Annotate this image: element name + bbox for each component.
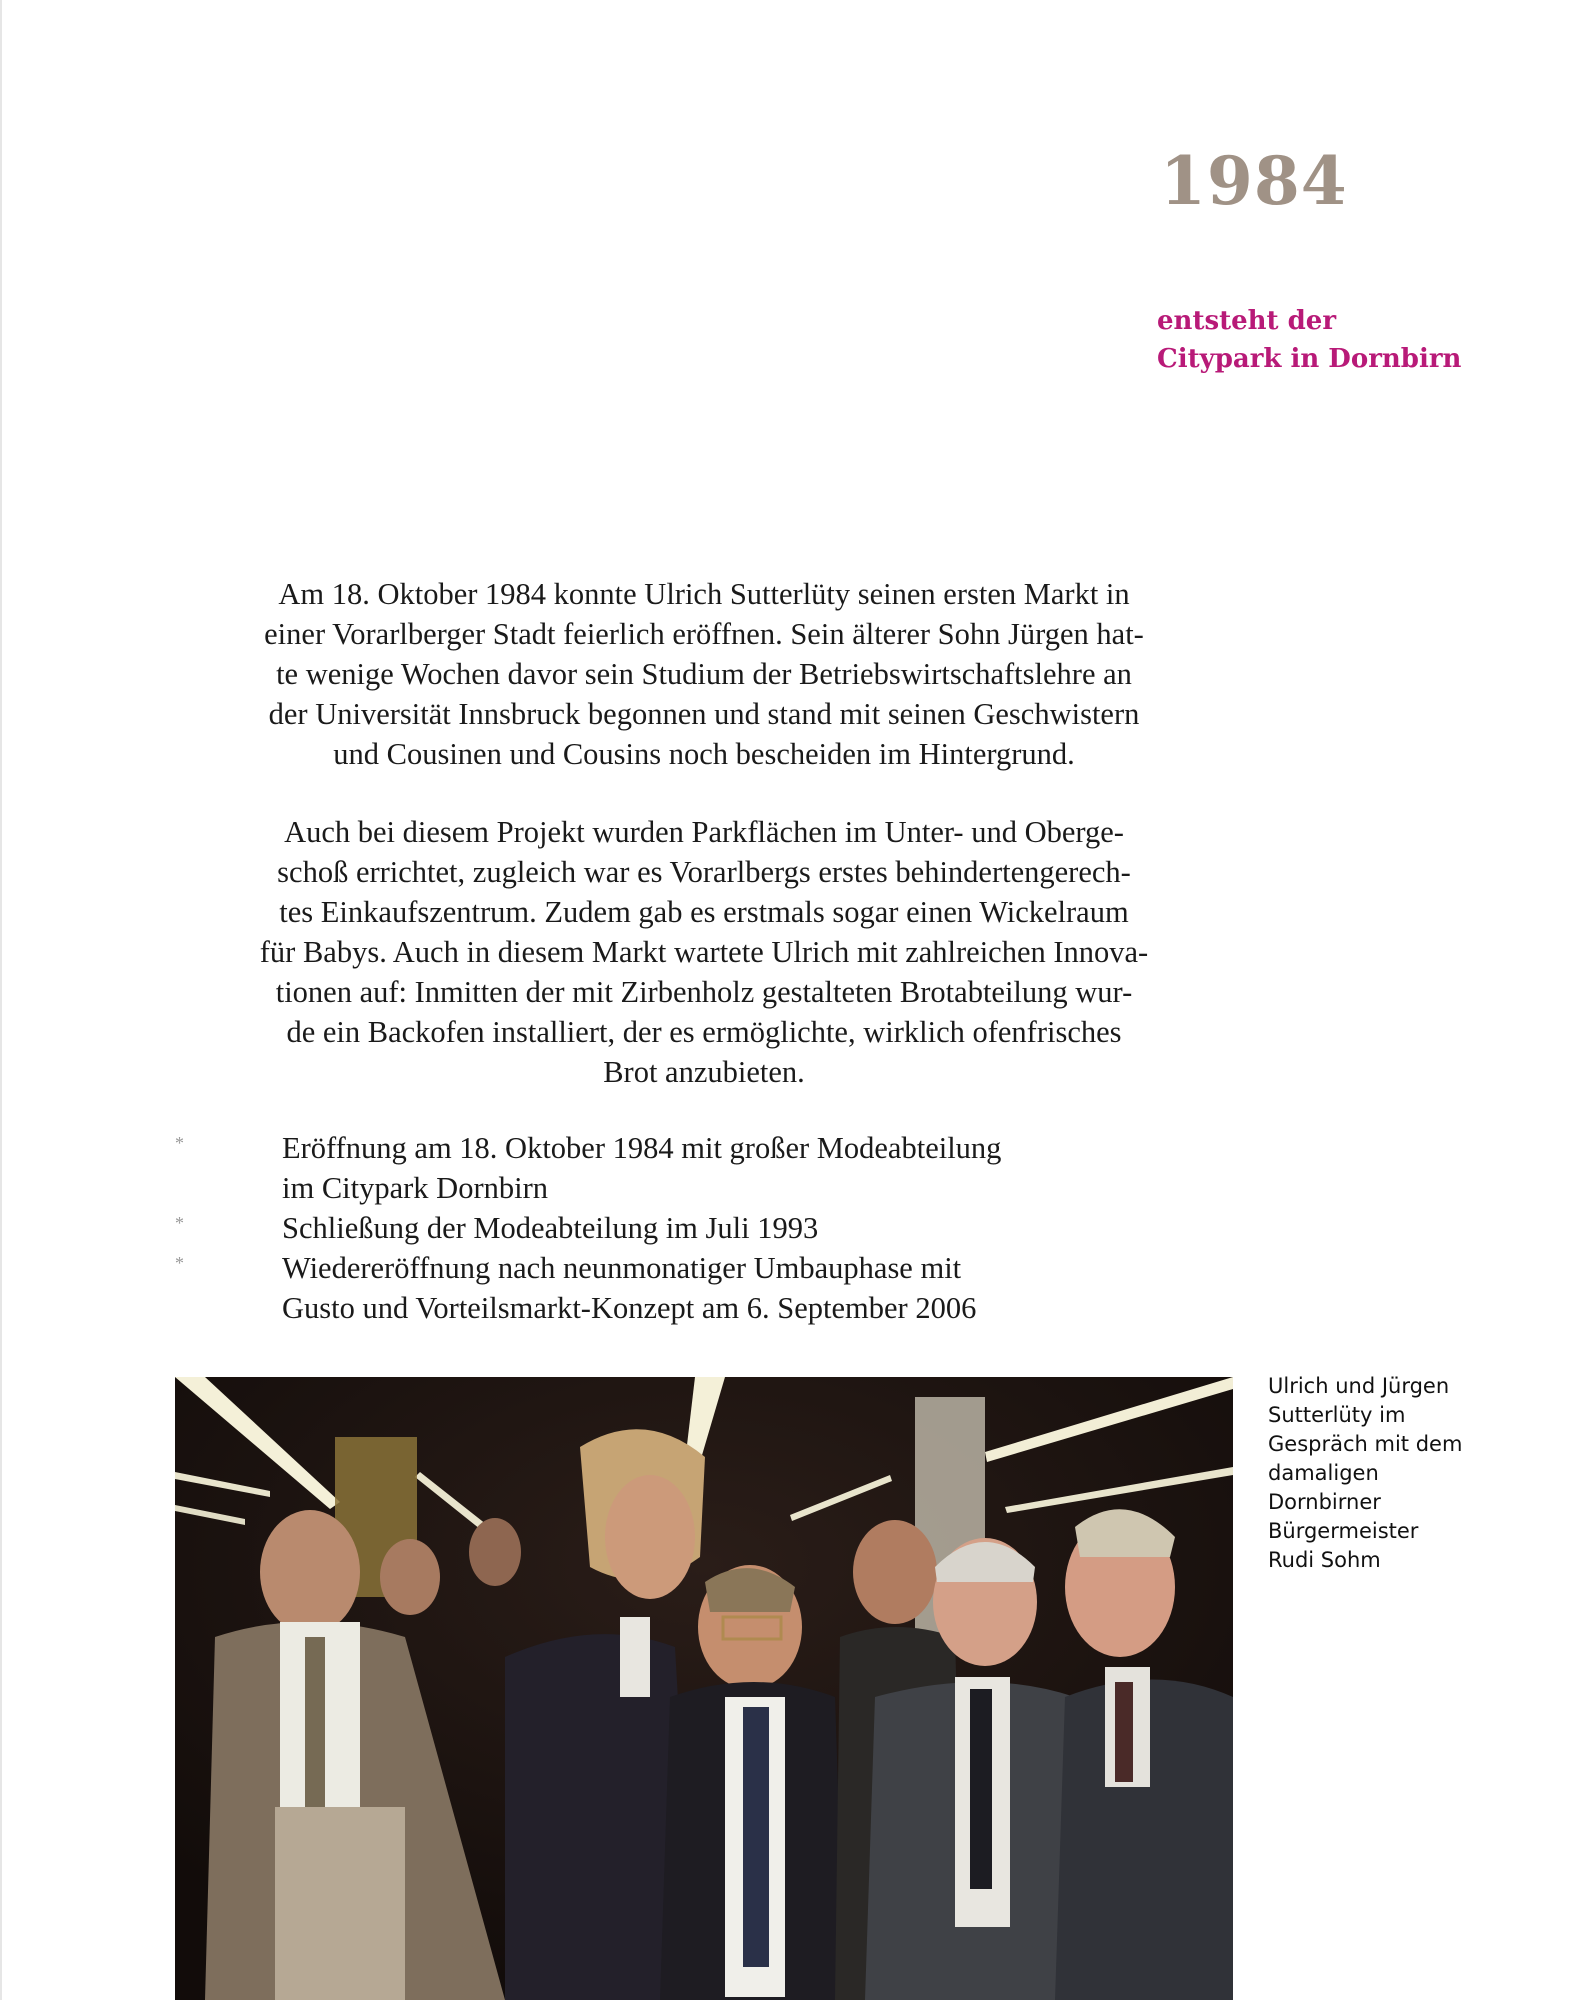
photo-caption [1268,1372,1462,1575]
bullet-line: Wiedereröffnung nach neunmonatiger Umbauphase mit [282,1251,962,1285]
paragraph-1 [175,574,1233,774]
opening-photo [175,1377,1233,2000]
subtitle-line: Citypark in Dornbirn [1157,344,1462,374]
caption-line: Gespräch mit dem [1268,1432,1463,1456]
subtitle-line: entsteht der [1157,306,1337,336]
asterisk-icon: * [175,1133,184,1153]
bullet-line: Schließung der Modeabteilung im Juli 1993 [282,1211,819,1245]
paragraph-line: de ein Backofen installiert, der es ermöglichte, wirklich ofenfrisches [286,1015,1122,1049]
paragraph-2 [175,812,1233,1092]
bullet-line: Gusto und Vorteilsmarkt-Konzept am 6. September 2006 [282,1291,977,1325]
paragraph-line: und Cousinen und Cousins noch bescheiden im Hintergrund. [333,737,1075,771]
bullet-item [175,1128,1175,1208]
photo-illustration [175,1377,1233,2000]
paragraph-line: te wenige Wochen davor sein Studium der Betriebswirtschaftslehre an [276,657,1132,691]
paragraph-line: Am 18. Oktober 1984 konnte Ulrich Sutterlüty seinen ersten Markt in [278,577,1130,611]
paragraph-line: tionen auf: Inmitten der mit Zirbenholz gestalteten Brotabteilung wur- [275,975,1133,1009]
paragraph-line: schoß errichtet, zugleich war es Vorarlbergs erstes behindertengerech- [277,855,1131,889]
paragraph-line: für Babys. Auch in diesem Markt wartete Ulrich mit zahlreichen Innova- [259,935,1149,969]
caption-line: Sutterlüty im [1268,1403,1406,1427]
bullet-item [175,1248,1175,1328]
caption-line: Ulrich und Jürgen [1268,1374,1450,1398]
paragraph-line: Auch bei diesem Projekt wurden Parkflächen im Unter- und Oberge- [284,815,1124,849]
caption-line: damaligen [1268,1461,1379,1485]
paragraph-line: der Universität Innsbruck begonnen und stand mit seinen Geschwistern [268,697,1140,731]
page-edge [0,0,2,2000]
caption-line: Bürgermeister [1268,1519,1419,1543]
asterisk-icon: * [175,1253,184,1273]
caption-line: Dornbirner [1268,1490,1381,1514]
caption-line: Rudi Sohm [1268,1548,1381,1572]
bullet-item [175,1208,1175,1248]
subtitle [1157,302,1461,378]
bullet-list [175,1128,1175,1328]
asterisk-icon: * [175,1213,184,1233]
bullet-line: Eröffnung am 18. Oktober 1984 mit großer Modeabteilung [282,1131,1002,1165]
paragraph-line: tes Einkaufszentrum. Zudem gab es erstmals sogar einen Wickelraum [279,895,1129,929]
bullet-line: im Citypark Dornbirn [282,1171,548,1205]
year-heading: 1984 [1160,142,1348,220]
paragraph-line: Brot anzubieten. [603,1055,805,1089]
paragraph-line: einer Vorarlberger Stadt feierlich eröffnen. Sein älterer Sohn Jürgen hat- [264,617,1144,651]
